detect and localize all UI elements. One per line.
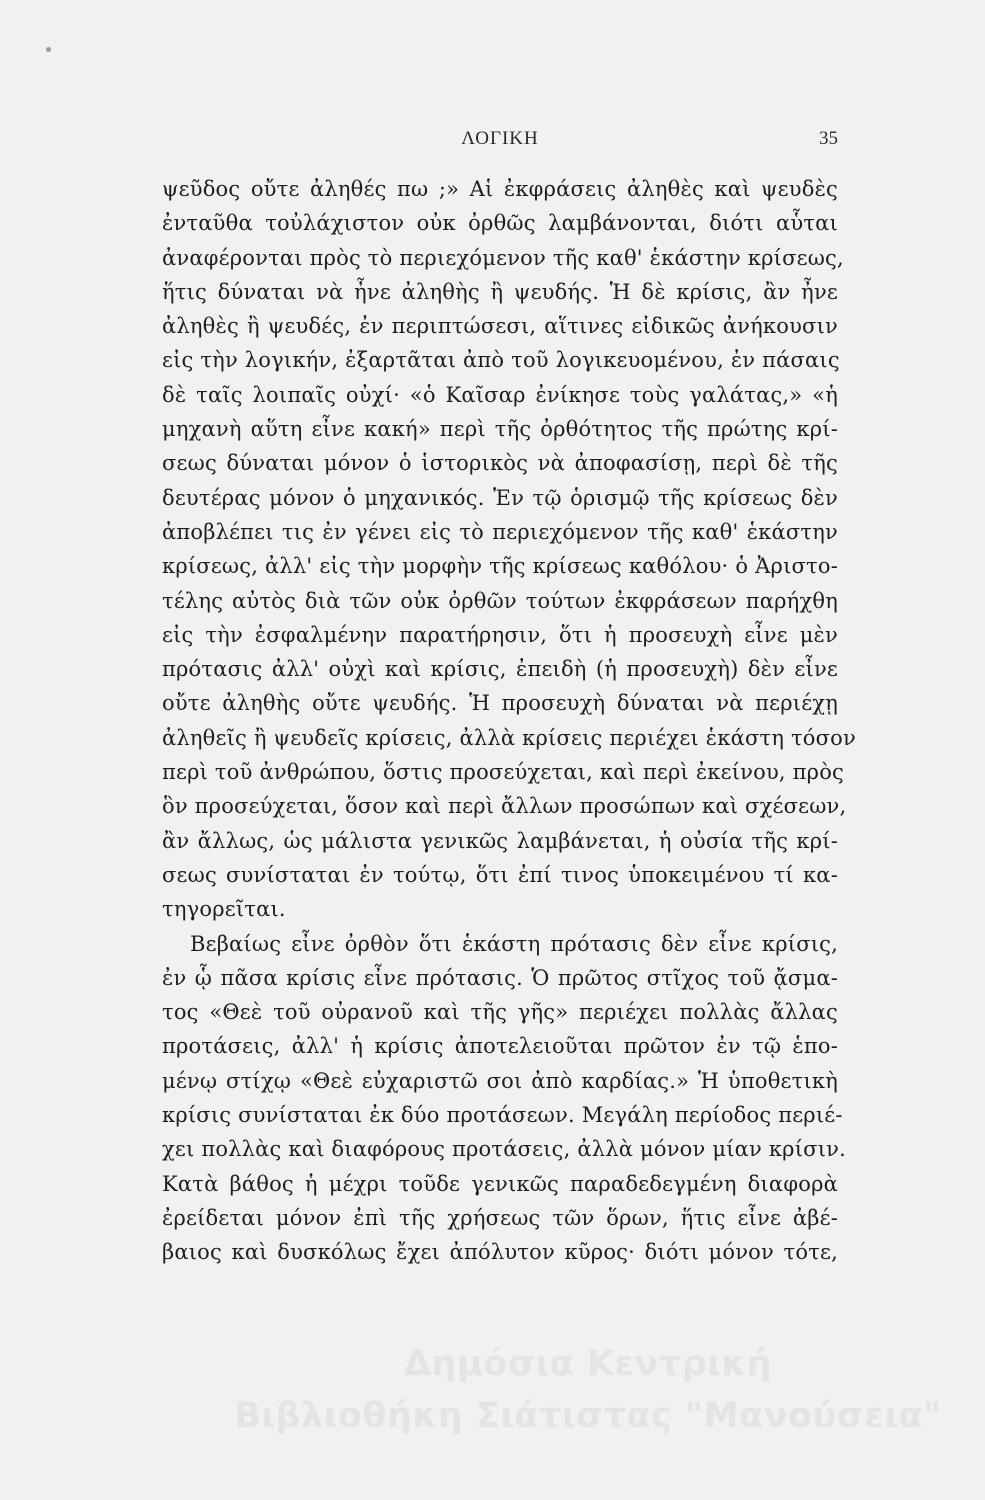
text-line: χει πολλὰς καὶ διαφόρους προτάσεις, ἀλλὰ μόνον μίαν κρίσιν. [162, 1137, 846, 1162]
paragraph-end-line: τηγορεῖται. [162, 897, 286, 922]
running-title: ΛΟΓΙΚΗ [461, 128, 539, 149]
text-line: εἰς τὴν λογικήν, ἐξαρτᾶται ἀπὸ τοῦ λογικευομένου, ἐν πάσαις [162, 348, 840, 373]
text-line: σεως δύναται μόνον ὁ ἱστορικὸς νὰ ἀποφασίσῃ, περὶ δὲ τῆς [162, 451, 838, 476]
text-line: ἂν ἄλλως, ὡς μάλιστα γενικῶς λαμβάνεται, ἡ οὐσία τῆς κρί- [162, 828, 838, 853]
watermark-line-1: Δημόσια Κεντρική [403, 1344, 773, 1384]
text-line: δὲ ταῖς λοιπαῖς οὐχί· «ὁ Καῖσαρ ἐνίκησε τοὺς γαλάτας,» «ἡ [162, 382, 838, 407]
text-line: δευτέρας μόνον ὁ μηχανικός. Ἐν τῷ ὁρισμῷ τῆς κρίσεως δὲν [162, 485, 838, 510]
text-line: ἐρείδεται μόνον ἐπὶ τῆς χρήσεως τῶν ὅρων, ἥτις εἶνε ἀβέ- [162, 1205, 838, 1230]
text-line: ἀποβλέπει τις ἐν γένει εἰς τὸ περιεχόμενον τῆς καθ' ἑκάστην [162, 519, 838, 544]
text-line: τέλης αὐτὸς διὰ τῶν οὐκ ὀρθῶν τούτων ἐκφράσεων παρήχθη [162, 588, 838, 613]
text-line: ὃν προσεύχεται, ὅσον καὶ περὶ ἄλλων προσώπων καὶ σχέσεων, [162, 794, 847, 819]
text-line: σεως συνίσταται ἐν τούτῳ, ὅτι ἐπί τινος ὑποκειμένου τί κα- [162, 862, 838, 887]
text-line: ἐνταῦθα τοὐλάχιστον οὐκ ὀρθῶς λαμβάνονται, διότι αὗται [162, 211, 838, 236]
watermark-line-2: Βιβλιοθήκη Σιάτιστας "Μανούσεια" [234, 1396, 942, 1436]
text-line: Κατὰ βάθος ἡ μέχρι τοῦδε γενικῶς παραδεδεγμένη διαφορὰ [162, 1171, 838, 1196]
text-line: μηχανὴ αὕτη εἶνε κακή» περὶ τῆς ὀρθότητος τῆς πρώτης κρί- [162, 417, 838, 442]
body-text [162, 172, 856, 1270]
ink-speck [46, 47, 51, 52]
text-line: μένῳ στίχῳ «Θεὲ εὐχαριστῶ σοι ἀπὸ καρδίας.» Ἡ ὑποθετικὴ [162, 1068, 838, 1093]
text-line: οὔτε ἀληθὴς οὔτε ψευδής. Ἡ προσευχὴ δύναται νὰ περιέχῃ [162, 691, 838, 716]
text-line: κρίσεως, ἀλλ' εἰς τὴν μορφὴν τῆς κρίσεως καθόλου· ὁ Ἀριστο- [162, 554, 838, 579]
running-header [162, 128, 838, 158]
text-line: βαιος καὶ δυσκόλως ἔχει ἀπόλυτον κῦρος· διότι μόνον τότε, [162, 1240, 838, 1265]
text-line: ἀληθεῖς ἢ ψευδεῖς κρίσεις, ἀλλὰ κρίσεις περιέχει ἑκάστη τόσον [162, 725, 856, 750]
library-watermark [228, 1338, 948, 1442]
text-line: ἐν ᾧ πᾶσα κρίσις εἶνε πρότασις. Ὁ πρῶτος στῖχος τοῦ ᾄσμα- [162, 965, 838, 990]
text-line: εἰς τὴν ἐσφαλμένην παρατήρησιν, ὅτι ἡ προσευχὴ εἶνε μὲν [162, 622, 838, 647]
text-line: περὶ τοῦ ἀνθρώπου, ὅστις προσεύχεται, καὶ περὶ ἐκείνου, πρὸς [162, 760, 845, 785]
text-line: ἀναφέρονται πρὸς τὸ περιεχόμενον τῆς καθ' ἑκάστην κρίσεως, [162, 245, 844, 270]
text-line: τος «Θεὲ τοῦ οὐρανοῦ καὶ τῆς γῆς» περιέχει πολλὰς ἄλλας [162, 1000, 838, 1025]
text-line: κρίσις συνίσταται ἐκ δύο προτάσεων. Μεγάλη περίοδος περιέ- [162, 1103, 843, 1128]
text-line: ἀληθὲς ἢ ψευδές, ἐν περιπτώσεσι, αἵτινες εἰδικῶς ἀνήκουσιν [162, 314, 838, 339]
text-line: ψεῦδος οὔτε ἀληθές πω ;» Αἱ ἐκφράσεις ἀληθὲς καὶ ψευδὲς [162, 177, 838, 201]
page-number: 35 [819, 128, 838, 149]
text-line: προτάσεις, ἀλλ' ἡ κρίσις ἀποτελειοῦται πρῶτον ἐν τῷ ἑπο- [162, 1034, 838, 1059]
text-line: ἥτις δύναται νὰ ἦνε ἀληθὴς ἢ ψευδής. Ἡ δὲ κρίσις, ἂν ἦνε [162, 279, 838, 304]
paragraph-start-line: Βεβαίως εἶνε ὀρθὸν ὅτι ἑκάστη πρότασις δὲν εἶνε κρίσις, [190, 931, 838, 956]
text-line: πρότασις ἀλλ' οὐχὶ καὶ κρίσις, ἐπειδὴ (ἡ προσευχὴ) δὲν εἶνε [162, 657, 838, 682]
